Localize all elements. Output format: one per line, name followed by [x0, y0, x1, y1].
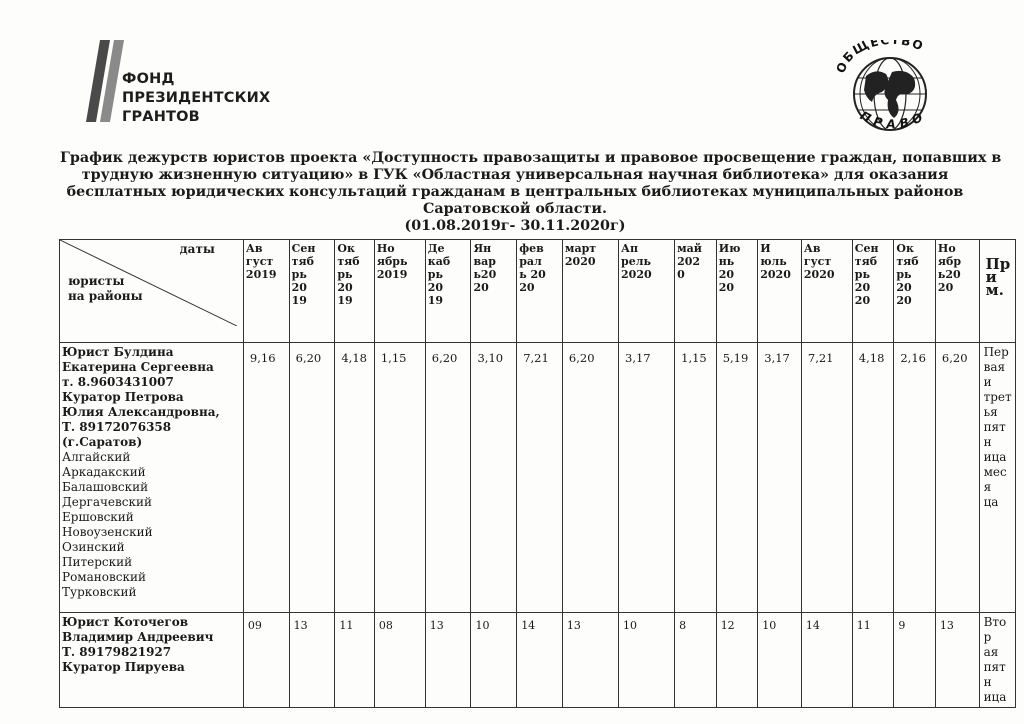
duty-dates-cell: 7,21	[517, 343, 563, 613]
dates-label: даты	[179, 242, 215, 256]
month-header: Но ябр ь20 20	[935, 240, 979, 343]
note-cell: Втор ая пятн ица	[979, 613, 1015, 708]
duty-dates-cell: 8	[675, 613, 717, 708]
month-header: Ок тяб рь 20 20	[894, 240, 936, 343]
duty-dates-cell: 4,18	[852, 343, 894, 613]
table-row	[60, 343, 1016, 613]
fund-logo-line: ФОНД	[122, 71, 175, 87]
month-header: Ап рель 2020	[619, 240, 675, 343]
duty-dates-cell: 13	[425, 613, 471, 708]
duty-dates-cell: 13	[289, 613, 335, 708]
month-header: Ию нь 20 20	[716, 240, 758, 343]
duty-dates-cell: 9,16	[243, 343, 289, 613]
title-line: (01.08.2019г- 30.11.2020г)	[404, 218, 626, 234]
logo-text-top: ОБЩЕСТВО	[833, 40, 927, 75]
duty-dates-cell: 11	[335, 613, 374, 708]
lawyer-info: Юрист Булдина Екатерина Сергеевна т. 8.9603431007 Куратор Петрова Юлия Александровна, Т. 89172076358 (г.Саратов)	[62, 345, 220, 449]
lawyer-info: Юрист Коточегов Владимир Андреевич Т. 89179821927 Куратор Пируева	[62, 615, 214, 674]
note-cell: Пер вая и трет ья пятн ица меся ца	[979, 343, 1015, 613]
table-row	[60, 613, 1016, 708]
duty-schedule-table	[59, 239, 1016, 708]
duty-dates-cell: 14	[801, 613, 852, 708]
duty-dates-cell: 1,15	[374, 343, 425, 613]
duty-dates-cell: 13	[562, 613, 618, 708]
duty-dates-cell: 10	[471, 613, 517, 708]
month-header: Ав густ 2019	[243, 240, 289, 343]
month-header: май 202 0	[675, 240, 717, 343]
fund-logo-line: ГРАНТОВ	[122, 109, 200, 125]
duty-dates-cell: 08	[374, 613, 425, 708]
duty-dates-cell: 2,16	[894, 343, 936, 613]
notes-header: Пр им.	[979, 240, 1015, 343]
duty-dates-cell: 10	[619, 613, 675, 708]
duty-dates-cell: 9	[894, 613, 936, 708]
month-header: Сен тяб рь 20 20	[852, 240, 894, 343]
duty-dates-cell: 6,20	[935, 343, 979, 613]
duty-dates-cell: 3,10	[471, 343, 517, 613]
document-title	[60, 150, 1002, 235]
lawyer-cell	[60, 343, 244, 613]
fund-logo-line: ПРЕЗИДЕНТСКИХ	[122, 90, 271, 106]
month-header: Ав густ 2020	[801, 240, 852, 343]
duty-dates-cell: 3,17	[758, 343, 802, 613]
month-header: И юль 2020	[758, 240, 802, 343]
logo-text-bottom: ПРАВО	[857, 107, 930, 132]
month-header: Де каб рь 20 19	[425, 240, 471, 343]
duty-dates-cell: 6,20	[562, 343, 618, 613]
month-header: Сен тяб рь 20 19	[289, 240, 335, 343]
duty-dates-cell: 6,20	[289, 343, 335, 613]
lawyer-cell	[60, 613, 244, 708]
fund-logo	[86, 40, 271, 140]
duty-dates-cell: 3,17	[619, 343, 675, 613]
duty-dates-cell: 13	[935, 613, 979, 708]
duty-dates-cell: 11	[852, 613, 894, 708]
fund-logo-text	[122, 70, 270, 127]
month-header: Ян вар ь20 20	[471, 240, 517, 343]
duty-dates-cell: 4,18	[335, 343, 374, 613]
society-logo	[826, 40, 954, 140]
month-header: Ок тяб рь 20 19	[335, 240, 374, 343]
duty-dates-cell: 09	[243, 613, 289, 708]
header-row	[60, 240, 1016, 343]
fund-logo-mark	[86, 40, 126, 122]
title-line: График дежурств юристов проекта «Доступность правозащиты и правовое просвещение граждан, попавших в	[60, 150, 1002, 166]
duty-dates-cell: 12	[716, 613, 758, 708]
duty-dates-cell: 7,21	[801, 343, 852, 613]
month-header: Но ябрь 2019	[374, 240, 425, 343]
corner-header	[60, 240, 244, 343]
title-line: Саратовской области.	[423, 201, 607, 217]
title-line: бесплатных юридических консультаций гражданам в центральных библиотеках муниципальных районов	[66, 184, 964, 200]
lawyers-label: юристы на районы	[68, 274, 143, 303]
month-header: фев рал ь 20 20	[517, 240, 563, 343]
duty-dates-cell: 6,20	[425, 343, 471, 613]
title-line: трудную жизненную ситуацию» в ГУК «Областная универсальная научная библиотека» для оказания	[81, 167, 949, 183]
district-list: Алгайский Аркадакский Балашовский Дергачевский Ершовский Новоузенский Озинский Питерский Романовский Турковский	[62, 450, 153, 599]
duty-dates-cell: 1,15	[675, 343, 717, 613]
globe-icon	[826, 40, 954, 140]
duty-dates-cell: 14	[517, 613, 563, 708]
duty-dates-cell: 10	[758, 613, 802, 708]
duty-dates-cell: 5,19	[716, 343, 758, 613]
month-header: март 2020	[562, 240, 618, 343]
